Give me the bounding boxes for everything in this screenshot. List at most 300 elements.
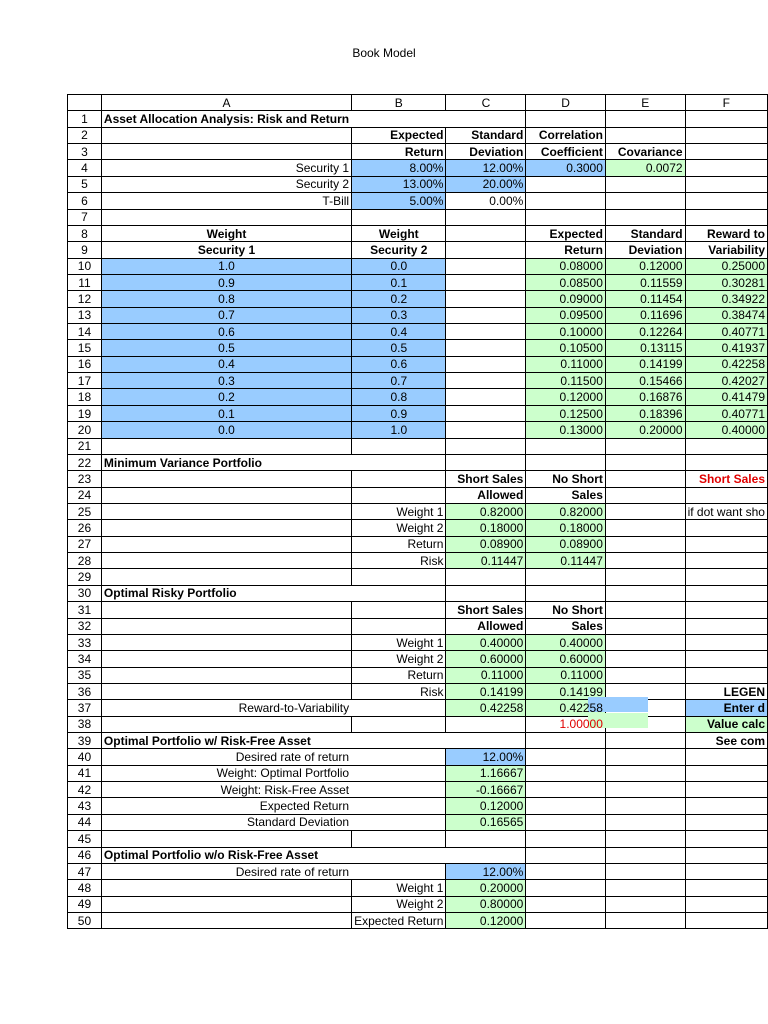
cell-b46[interactable] bbox=[352, 847, 446, 863]
cell-a36[interactable] bbox=[101, 683, 351, 699]
cell-b15[interactable] bbox=[352, 340, 446, 356]
row-header-15[interactable]: 15 bbox=[68, 340, 102, 356]
cell-b49[interactable] bbox=[352, 896, 446, 912]
cell-d33[interactable] bbox=[526, 634, 606, 650]
cell-a15[interactable] bbox=[101, 340, 351, 356]
cell-f35[interactable] bbox=[685, 667, 767, 683]
cell-b12[interactable] bbox=[352, 291, 446, 307]
cell-d11[interactable] bbox=[526, 274, 606, 290]
cell-b42[interactable] bbox=[352, 782, 446, 798]
cell-e47[interactable] bbox=[605, 863, 685, 879]
cell-e2[interactable] bbox=[605, 127, 685, 143]
cell-b47[interactable] bbox=[352, 863, 446, 879]
cell-d21[interactable] bbox=[526, 438, 606, 454]
cell-d30[interactable] bbox=[526, 585, 606, 601]
cell-a44[interactable] bbox=[101, 814, 351, 830]
cell-c49[interactable] bbox=[446, 896, 526, 912]
cell-d18[interactable] bbox=[526, 389, 606, 405]
cell-a27[interactable] bbox=[101, 536, 351, 552]
cell-c50[interactable] bbox=[446, 912, 526, 928]
cell-e1[interactable] bbox=[605, 111, 685, 127]
cell-e25[interactable] bbox=[605, 503, 685, 519]
cell-b30[interactable] bbox=[352, 585, 446, 601]
row-header-21[interactable]: 21 bbox=[68, 438, 102, 454]
cell-b35[interactable] bbox=[352, 667, 446, 683]
cell-b29[interactable] bbox=[352, 569, 446, 585]
cell-c42[interactable] bbox=[446, 782, 526, 798]
cell-f45[interactable] bbox=[685, 831, 767, 847]
cell-e17[interactable] bbox=[605, 373, 685, 389]
cell-a9[interactable] bbox=[101, 242, 351, 258]
cell-f30[interactable] bbox=[685, 585, 767, 601]
cell-a12[interactable] bbox=[101, 291, 351, 307]
row-header-9[interactable]: 9 bbox=[68, 242, 102, 258]
cell-e7[interactable] bbox=[605, 209, 685, 225]
row-header-22[interactable]: 22 bbox=[68, 454, 102, 470]
cell-c23[interactable] bbox=[446, 471, 526, 487]
cell-d2[interactable] bbox=[526, 127, 606, 143]
cell-a33[interactable] bbox=[101, 634, 351, 650]
cell-d46[interactable] bbox=[526, 847, 606, 863]
cell-c46[interactable] bbox=[446, 847, 526, 863]
cell-f4[interactable] bbox=[685, 160, 767, 176]
cell-b6[interactable] bbox=[352, 193, 446, 209]
cell-f18[interactable] bbox=[685, 389, 767, 405]
cell-d19[interactable] bbox=[526, 405, 606, 421]
cell-b25[interactable] bbox=[352, 503, 446, 519]
cell-f37[interactable] bbox=[685, 700, 767, 716]
cell-a11[interactable] bbox=[101, 274, 351, 290]
cell-c28[interactable] bbox=[446, 553, 526, 569]
row-header-47[interactable]: 47 bbox=[68, 863, 102, 879]
cell-e41[interactable] bbox=[605, 765, 685, 781]
row-header-33[interactable]: 33 bbox=[68, 634, 102, 650]
cell-e20[interactable] bbox=[605, 422, 685, 438]
cell-b8[interactable] bbox=[352, 225, 446, 241]
cell-d49[interactable] bbox=[526, 896, 606, 912]
cell-d14[interactable] bbox=[526, 324, 606, 340]
cell-a30[interactable] bbox=[101, 585, 351, 601]
cell-c7[interactable] bbox=[446, 209, 526, 225]
cell-e31[interactable] bbox=[605, 602, 685, 618]
cell-c13[interactable] bbox=[446, 307, 526, 323]
row-header-13[interactable]: 13 bbox=[68, 307, 102, 323]
cell-b22[interactable] bbox=[352, 454, 446, 470]
cell-f38[interactable] bbox=[685, 716, 767, 732]
cell-e4[interactable] bbox=[605, 160, 685, 176]
cell-a20[interactable] bbox=[101, 422, 351, 438]
cell-f14[interactable] bbox=[685, 324, 767, 340]
cell-d44[interactable] bbox=[526, 814, 606, 830]
cell-f33[interactable] bbox=[685, 634, 767, 650]
cell-d42[interactable] bbox=[526, 782, 606, 798]
cell-e8[interactable] bbox=[605, 225, 685, 241]
cell-d37[interactable] bbox=[526, 700, 606, 716]
row-header-35[interactable]: 35 bbox=[68, 667, 102, 683]
cell-a5[interactable] bbox=[101, 176, 351, 192]
cell-a26[interactable] bbox=[101, 520, 351, 536]
row-header-6[interactable]: 6 bbox=[68, 193, 102, 209]
cell-a21[interactable] bbox=[101, 438, 351, 454]
cell-c1[interactable] bbox=[446, 111, 526, 127]
cell-c37[interactable] bbox=[446, 700, 526, 716]
row-header-5[interactable]: 5 bbox=[68, 176, 102, 192]
cell-d35[interactable] bbox=[526, 667, 606, 683]
cell-f3[interactable] bbox=[685, 144, 767, 160]
cell-a48[interactable] bbox=[101, 880, 351, 896]
cell-c31[interactable] bbox=[446, 602, 526, 618]
cell-d26[interactable] bbox=[526, 520, 606, 536]
cell-f43[interactable] bbox=[685, 798, 767, 814]
cell-e3[interactable] bbox=[605, 144, 685, 160]
cell-a7[interactable] bbox=[101, 209, 351, 225]
cell-e34[interactable] bbox=[605, 651, 685, 667]
cell-a28[interactable] bbox=[101, 553, 351, 569]
cell-b31[interactable] bbox=[352, 602, 446, 618]
cell-f25[interactable] bbox=[685, 503, 767, 519]
cell-d34[interactable] bbox=[526, 651, 606, 667]
row-header-48[interactable]: 48 bbox=[68, 880, 102, 896]
row-header-23[interactable]: 23 bbox=[68, 471, 102, 487]
row-header-42[interactable]: 42 bbox=[68, 782, 102, 798]
cell-f26[interactable] bbox=[685, 520, 767, 536]
cell-f24[interactable] bbox=[685, 487, 767, 503]
cell-e46[interactable] bbox=[605, 847, 685, 863]
cell-b37[interactable] bbox=[352, 700, 446, 716]
row-header-32[interactable]: 32 bbox=[68, 618, 102, 634]
cell-e15[interactable] bbox=[605, 340, 685, 356]
cell-e45[interactable] bbox=[605, 831, 685, 847]
cell-f15[interactable] bbox=[685, 340, 767, 356]
cell-d39[interactable] bbox=[526, 733, 606, 749]
row-header-46[interactable]: 46 bbox=[68, 847, 102, 863]
cell-a49[interactable] bbox=[101, 896, 351, 912]
cell-d41[interactable] bbox=[526, 765, 606, 781]
cell-e19[interactable] bbox=[605, 405, 685, 421]
cell-e13[interactable] bbox=[605, 307, 685, 323]
cell-f42[interactable] bbox=[685, 782, 767, 798]
cell-b23[interactable] bbox=[352, 471, 446, 487]
cell-f27[interactable] bbox=[685, 536, 767, 552]
cell-c3[interactable] bbox=[446, 144, 526, 160]
cell-d17[interactable] bbox=[526, 373, 606, 389]
cell-f7[interactable] bbox=[685, 209, 767, 225]
cell-e49[interactable] bbox=[605, 896, 685, 912]
cell-d9[interactable] bbox=[526, 242, 606, 258]
cell-b4[interactable] bbox=[352, 160, 446, 176]
cell-b24[interactable] bbox=[352, 487, 446, 503]
cell-f36[interactable] bbox=[685, 683, 767, 699]
corner-cell[interactable] bbox=[68, 95, 102, 111]
cell-e11[interactable] bbox=[605, 274, 685, 290]
cell-c43[interactable] bbox=[446, 798, 526, 814]
cell-d8[interactable] bbox=[526, 225, 606, 241]
cell-a34[interactable] bbox=[101, 651, 351, 667]
cell-a42[interactable] bbox=[101, 782, 351, 798]
cell-b41[interactable] bbox=[352, 765, 446, 781]
cell-e5[interactable] bbox=[605, 176, 685, 192]
cell-c10[interactable] bbox=[446, 258, 526, 274]
cell-a47[interactable] bbox=[101, 863, 351, 879]
cell-c6[interactable] bbox=[446, 193, 526, 209]
cell-c21[interactable] bbox=[446, 438, 526, 454]
cell-f41[interactable] bbox=[685, 765, 767, 781]
cell-c5[interactable] bbox=[446, 176, 526, 192]
row-header-4[interactable]: 4 bbox=[68, 160, 102, 176]
cell-b40[interactable] bbox=[352, 749, 446, 765]
cell-d10[interactable] bbox=[526, 258, 606, 274]
cell-d24[interactable] bbox=[526, 487, 606, 503]
cell-b5[interactable] bbox=[352, 176, 446, 192]
cell-f16[interactable] bbox=[685, 356, 767, 372]
row-header-7[interactable]: 7 bbox=[68, 209, 102, 225]
column-header-e[interactable]: E bbox=[605, 95, 685, 111]
cell-f6[interactable] bbox=[685, 193, 767, 209]
cell-c9[interactable] bbox=[446, 242, 526, 258]
cell-c16[interactable] bbox=[446, 356, 526, 372]
cell-d15[interactable] bbox=[526, 340, 606, 356]
cell-c41[interactable] bbox=[446, 765, 526, 781]
cell-d4[interactable] bbox=[526, 160, 606, 176]
column-header-b[interactable]: B bbox=[352, 95, 446, 111]
cell-b18[interactable] bbox=[352, 389, 446, 405]
cell-b48[interactable] bbox=[352, 880, 446, 896]
row-header-10[interactable]: 10 bbox=[68, 258, 102, 274]
cell-b11[interactable] bbox=[352, 274, 446, 290]
cell-b7[interactable] bbox=[352, 209, 446, 225]
cell-e16[interactable] bbox=[605, 356, 685, 372]
cell-c34[interactable] bbox=[446, 651, 526, 667]
cell-f46[interactable] bbox=[685, 847, 767, 863]
cell-b44[interactable] bbox=[352, 814, 446, 830]
cell-a10[interactable] bbox=[101, 258, 351, 274]
cell-f44[interactable] bbox=[685, 814, 767, 830]
cell-b21[interactable] bbox=[352, 438, 446, 454]
cell-f19[interactable] bbox=[685, 405, 767, 421]
row-header-38[interactable]: 38 bbox=[68, 716, 102, 732]
row-header-29[interactable]: 29 bbox=[68, 569, 102, 585]
row-header-8[interactable]: 8 bbox=[68, 225, 102, 241]
cell-f9[interactable] bbox=[685, 242, 767, 258]
column-header-a[interactable]: A bbox=[101, 95, 351, 111]
cell-f32[interactable] bbox=[685, 618, 767, 634]
cell-b33[interactable] bbox=[352, 634, 446, 650]
cell-e10[interactable] bbox=[605, 258, 685, 274]
cell-d23[interactable] bbox=[526, 471, 606, 487]
column-header-d[interactable]: D bbox=[526, 95, 606, 111]
row-header-20[interactable]: 20 bbox=[68, 422, 102, 438]
cell-e22[interactable] bbox=[605, 454, 685, 470]
cell-d25[interactable] bbox=[526, 503, 606, 519]
cell-b28[interactable] bbox=[352, 553, 446, 569]
cell-c14[interactable] bbox=[446, 324, 526, 340]
cell-d5[interactable] bbox=[526, 176, 606, 192]
row-header-37[interactable]: 37 bbox=[68, 700, 102, 716]
cell-c25[interactable] bbox=[446, 503, 526, 519]
row-header-27[interactable]: 27 bbox=[68, 536, 102, 552]
cell-c29[interactable] bbox=[446, 569, 526, 585]
cell-f31[interactable] bbox=[685, 602, 767, 618]
cell-a43[interactable] bbox=[101, 798, 351, 814]
cell-b10[interactable] bbox=[352, 258, 446, 274]
cell-a39[interactable] bbox=[101, 733, 351, 749]
cell-d32[interactable] bbox=[526, 618, 606, 634]
cell-b3[interactable] bbox=[352, 144, 446, 160]
cell-b34[interactable] bbox=[352, 651, 446, 667]
row-header-39[interactable]: 39 bbox=[68, 733, 102, 749]
row-header-40[interactable]: 40 bbox=[68, 749, 102, 765]
cell-b20[interactable] bbox=[352, 422, 446, 438]
cell-f49[interactable] bbox=[685, 896, 767, 912]
cell-d43[interactable] bbox=[526, 798, 606, 814]
cell-c32[interactable] bbox=[446, 618, 526, 634]
cell-d6[interactable] bbox=[526, 193, 606, 209]
cell-b39[interactable] bbox=[352, 733, 446, 749]
cell-a32[interactable] bbox=[101, 618, 351, 634]
cell-f50[interactable] bbox=[685, 912, 767, 928]
cell-a37[interactable] bbox=[101, 700, 351, 716]
cell-b1[interactable] bbox=[352, 111, 446, 127]
cell-e35[interactable] bbox=[605, 667, 685, 683]
cell-d12[interactable] bbox=[526, 291, 606, 307]
cell-b43[interactable] bbox=[352, 798, 446, 814]
cell-f11[interactable] bbox=[685, 274, 767, 290]
cell-d40[interactable] bbox=[526, 749, 606, 765]
cell-d47[interactable] bbox=[526, 863, 606, 879]
cell-a41[interactable] bbox=[101, 765, 351, 781]
cell-c48[interactable] bbox=[446, 880, 526, 896]
column-header-f[interactable]: F bbox=[685, 95, 767, 111]
cell-e23[interactable] bbox=[605, 471, 685, 487]
cell-a6[interactable] bbox=[101, 193, 351, 209]
cell-f28[interactable] bbox=[685, 553, 767, 569]
cell-c17[interactable] bbox=[446, 373, 526, 389]
cell-d3[interactable] bbox=[526, 144, 606, 160]
cell-c35[interactable] bbox=[446, 667, 526, 683]
cell-a24[interactable] bbox=[101, 487, 351, 503]
cell-c20[interactable] bbox=[446, 422, 526, 438]
cell-d29[interactable] bbox=[526, 569, 606, 585]
row-header-28[interactable]: 28 bbox=[68, 553, 102, 569]
cell-c36[interactable] bbox=[446, 683, 526, 699]
cell-e43[interactable] bbox=[605, 798, 685, 814]
cell-a40[interactable] bbox=[101, 749, 351, 765]
cell-b36[interactable] bbox=[352, 683, 446, 699]
cell-b50[interactable] bbox=[352, 912, 446, 928]
cell-d45[interactable] bbox=[526, 831, 606, 847]
cell-c39[interactable] bbox=[446, 733, 526, 749]
row-header-1[interactable]: 1 bbox=[68, 111, 102, 127]
cell-e14[interactable] bbox=[605, 324, 685, 340]
cell-e21[interactable] bbox=[605, 438, 685, 454]
cell-e42[interactable] bbox=[605, 782, 685, 798]
cell-c40[interactable] bbox=[446, 749, 526, 765]
row-header-19[interactable]: 19 bbox=[68, 405, 102, 421]
cell-c4[interactable] bbox=[446, 160, 526, 176]
cell-e24[interactable] bbox=[605, 487, 685, 503]
row-header-25[interactable]: 25 bbox=[68, 503, 102, 519]
cell-f20[interactable] bbox=[685, 422, 767, 438]
cell-f48[interactable] bbox=[685, 880, 767, 896]
cell-e44[interactable] bbox=[605, 814, 685, 830]
row-header-26[interactable]: 26 bbox=[68, 520, 102, 536]
row-header-44[interactable]: 44 bbox=[68, 814, 102, 830]
cell-a2[interactable] bbox=[101, 127, 351, 143]
row-header-12[interactable]: 12 bbox=[68, 291, 102, 307]
cell-e28[interactable] bbox=[605, 553, 685, 569]
cell-a18[interactable] bbox=[101, 389, 351, 405]
cell-f1[interactable] bbox=[685, 111, 767, 127]
cell-d7[interactable] bbox=[526, 209, 606, 225]
cell-c18[interactable] bbox=[446, 389, 526, 405]
cell-c27[interactable] bbox=[446, 536, 526, 552]
cell-c44[interactable] bbox=[446, 814, 526, 830]
cell-f22[interactable] bbox=[685, 454, 767, 470]
cell-a3[interactable] bbox=[101, 144, 351, 160]
cell-a35[interactable] bbox=[101, 667, 351, 683]
cell-f12[interactable] bbox=[685, 291, 767, 307]
cell-c2[interactable] bbox=[446, 127, 526, 143]
cell-d38[interactable] bbox=[526, 716, 606, 732]
cell-a25[interactable] bbox=[101, 503, 351, 519]
cell-e29[interactable] bbox=[605, 569, 685, 585]
cell-c22[interactable] bbox=[446, 454, 526, 470]
row-header-34[interactable]: 34 bbox=[68, 651, 102, 667]
row-header-36[interactable]: 36 bbox=[68, 683, 102, 699]
cell-d20[interactable] bbox=[526, 422, 606, 438]
cell-a22[interactable] bbox=[101, 454, 351, 470]
row-header-2[interactable]: 2 bbox=[68, 127, 102, 143]
cell-f47[interactable] bbox=[685, 863, 767, 879]
cell-f39[interactable] bbox=[685, 733, 767, 749]
row-header-3[interactable]: 3 bbox=[68, 144, 102, 160]
cell-f5[interactable] bbox=[685, 176, 767, 192]
cell-a14[interactable] bbox=[101, 324, 351, 340]
cell-f17[interactable] bbox=[685, 373, 767, 389]
row-header-18[interactable]: 18 bbox=[68, 389, 102, 405]
cell-e6[interactable] bbox=[605, 193, 685, 209]
cell-a19[interactable] bbox=[101, 405, 351, 421]
cell-b38[interactable] bbox=[352, 716, 446, 732]
row-header-11[interactable]: 11 bbox=[68, 274, 102, 290]
row-header-24[interactable]: 24 bbox=[68, 487, 102, 503]
cell-c11[interactable] bbox=[446, 274, 526, 290]
cell-d1[interactable] bbox=[526, 111, 606, 127]
cell-b26[interactable] bbox=[352, 520, 446, 536]
cell-a16[interactable] bbox=[101, 356, 351, 372]
cell-e12[interactable] bbox=[605, 291, 685, 307]
row-header-49[interactable]: 49 bbox=[68, 896, 102, 912]
cell-d13[interactable] bbox=[526, 307, 606, 323]
cell-a8[interactable] bbox=[101, 225, 351, 241]
cell-c45[interactable] bbox=[446, 831, 526, 847]
cell-b32[interactable] bbox=[352, 618, 446, 634]
row-header-14[interactable]: 14 bbox=[68, 324, 102, 340]
cell-f10[interactable] bbox=[685, 258, 767, 274]
cell-b2[interactable] bbox=[352, 127, 446, 143]
cell-c24[interactable] bbox=[446, 487, 526, 503]
row-header-30[interactable]: 30 bbox=[68, 585, 102, 601]
row-header-16[interactable]: 16 bbox=[68, 356, 102, 372]
cell-c8[interactable] bbox=[446, 225, 526, 241]
cell-d36[interactable] bbox=[526, 683, 606, 699]
cell-a23[interactable] bbox=[101, 471, 351, 487]
cell-f2[interactable] bbox=[685, 127, 767, 143]
row-header-41[interactable]: 41 bbox=[68, 765, 102, 781]
cell-f21[interactable] bbox=[685, 438, 767, 454]
cell-c38[interactable] bbox=[446, 716, 526, 732]
cell-c19[interactable] bbox=[446, 405, 526, 421]
